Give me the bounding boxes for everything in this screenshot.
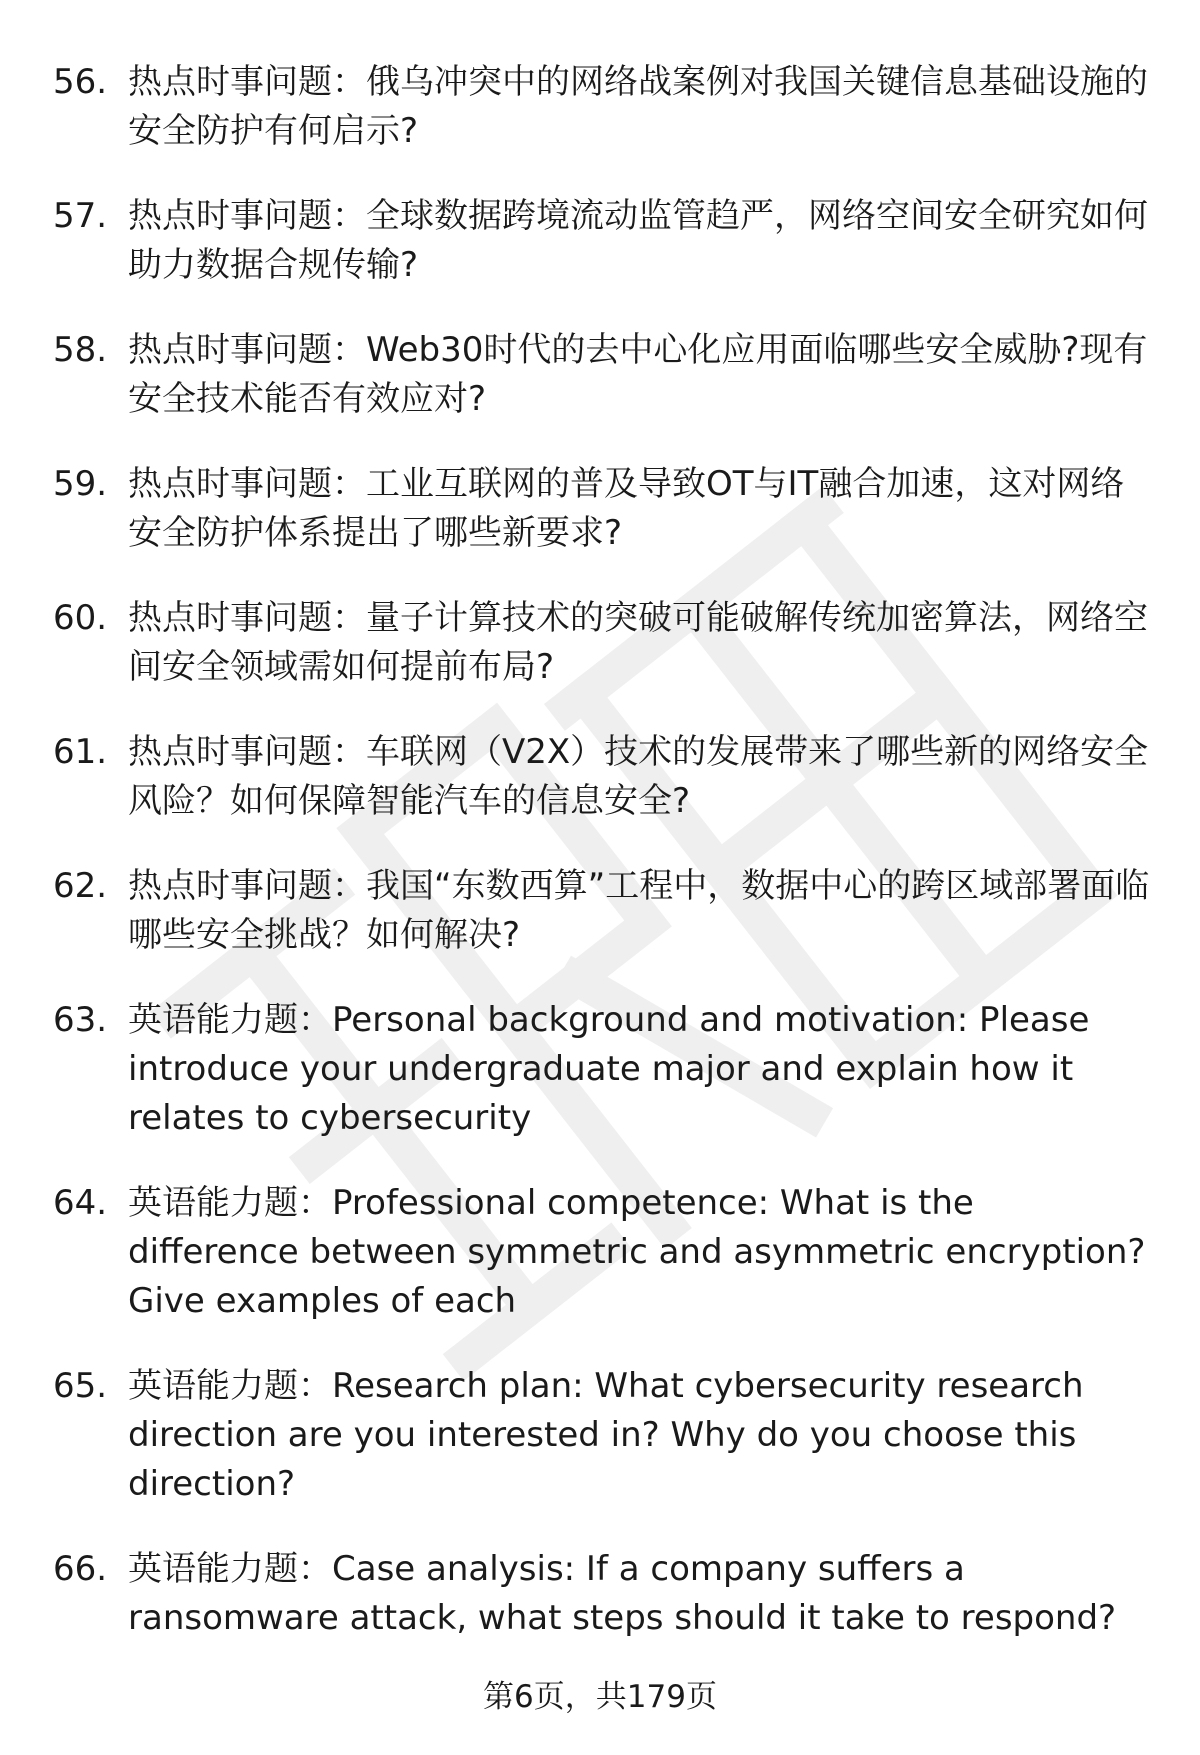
question-number: 58. (53, 330, 108, 370)
question-number: 61. (53, 732, 108, 772)
question-item (0, 1362, 1200, 1509)
question-number: 57. (53, 196, 108, 236)
question-text: 英语能力题：Research plan: What cybersecurity research direction are you interested in? Why do you choose this direction? (128, 1366, 1084, 1504)
question-text: 热点时事问题：俄乌冲突中的网络战案例对我国关键信息基础设施的安全防护有何启示? (128, 62, 1148, 151)
question-item (0, 996, 1200, 1143)
question-text: 英语能力题：Case analysis: If a company suffers a ransomware attack, what steps should it take to respond? (128, 1549, 1117, 1638)
question-list (0, 58, 1200, 1679)
question-item (0, 192, 1200, 290)
question-item (0, 326, 1200, 424)
question-number: 59. (53, 464, 108, 504)
question-text: 热点时事问题：车联网（V2X）技术的发展带来了哪些新的网络安全风险？如何保障智能汽车的信息安全? (128, 732, 1149, 821)
question-text: 热点时事问题：我国“东数西算”工程中，数据中心的跨区域部署面临哪些安全挑战？如何解决? (128, 866, 1150, 955)
question-text: 热点时事问题：工业互联网的普及导致OT与IT融合加速，这对网络安全防护体系提出了哪些新要求? (128, 464, 1125, 553)
question-item (0, 862, 1200, 960)
question-number: 64. (53, 1183, 108, 1223)
question-number: 56. (53, 62, 108, 102)
question-text: 热点时事问题：全球数据跨境流动监管趋严，网络空间安全研究如何助力数据合规传输? (128, 196, 1148, 285)
question-number: 63. (53, 1000, 108, 1040)
question-text: 英语能力题：Personal background and motivation: Please introduce your undergraduate major and explain how it relates to cybersecurity (128, 1000, 1090, 1138)
question-item (0, 1545, 1200, 1643)
page-indicator: 第6页，共179页 (483, 1679, 717, 1715)
question-item (0, 594, 1200, 692)
question-number: 66. (53, 1549, 108, 1589)
question-number: 65. (53, 1366, 108, 1406)
question-item (0, 1179, 1200, 1326)
question-item (0, 58, 1200, 156)
question-text: 热点时事问题：量子计算技术的突破可能破解传统加密算法，网络空间安全领域需如何提前布局? (128, 598, 1148, 687)
question-item (0, 460, 1200, 558)
question-number: 62. (53, 866, 108, 906)
question-number: 60. (53, 598, 108, 638)
question-text: 英语能力题：Professional competence: What is the difference between symmetric and asymmetric encryption? Give examples of each (128, 1183, 1146, 1321)
question-text: 热点时事问题：Web30时代的去中心化应用面临哪些安全威胁?现有安全技术能否有效应对? (128, 330, 1148, 419)
question-item (0, 728, 1200, 826)
